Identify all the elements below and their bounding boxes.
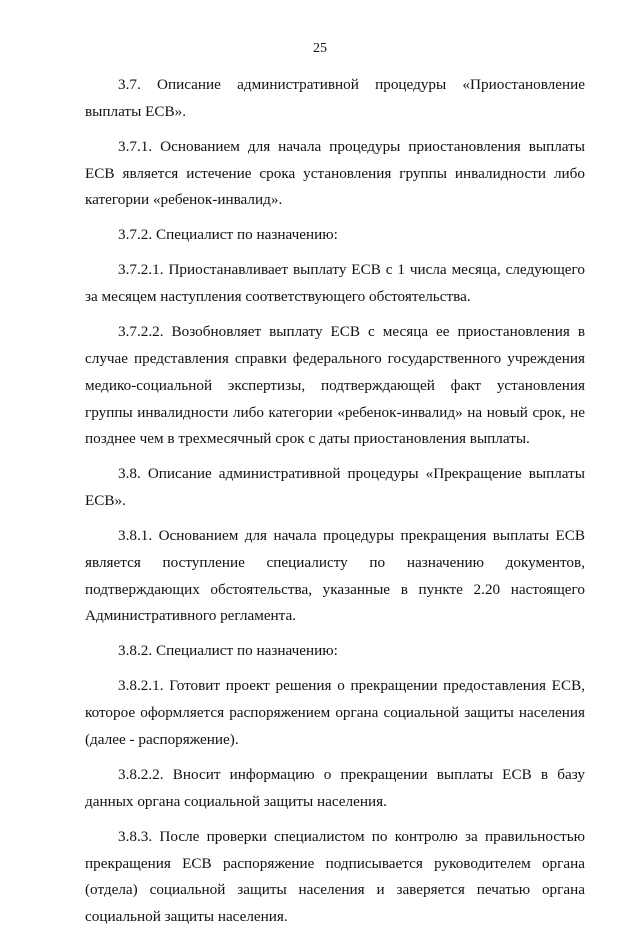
paragraph-3-8-2: 3.8.2. Специалист по назначению: xyxy=(118,642,338,660)
paragraph-3-8-2-1: 3.8.2.1. Готовит проект решения о прекращении предоставления ЕСВ, которое оформляется распоряжением органа социальной защиты населения (далее - распоряжение). xyxy=(85,677,585,749)
page-number: 25 xyxy=(313,41,327,56)
paragraph-3-8: 3.8. Описание административной процедуры «Прекращение выплаты ЕСВ». xyxy=(85,465,585,510)
paragraph-3-7-2-1: 3.7.2.1. Приостанавливает выплату ЕСВ с 1 числа месяца, следующего за месяцем наступления соответствующего обстоятельства. xyxy=(85,261,585,306)
paragraph-3-7-2-2: 3.7.2.2. Возобновляет выплату ЕСВ с месяца ее приостановления в случае представления справки федерального государственного учреждения медико-социальной экспертизы, подтверждающей факт установления группы инвалидности либо категории «ребенок-инвалид» на новый срок, не позднее чем в трехмесячный срок с даты приостановления выплаты. xyxy=(85,323,585,448)
paragraph-3-8-2-2: 3.8.2.2. Вносит информацию о прекращении выплаты ЕСВ в базу данных органа социальной защиты населения. xyxy=(85,766,585,810)
paragraph-3-8-3: 3.8.3. После проверки специалистом по контролю за правильностью прекращения ЕСВ распоряжение подписывается руководителем органа (отдела) социальной защиты населения и заверяется печатью органа социальной защиты населения. xyxy=(85,827,585,926)
paragraph-3-7-1: 3.7.1. Основанием для начала процедуры приостановления выплаты ЕСВ является истечение срока установления группы инвалидности либо категории «ребенок-инвалид». xyxy=(85,137,585,209)
paragraph-3-8-1: 3.8.1. Основанием для начала процедуры прекращения выплаты ЕСВ является поступление специалисту по назначению документов, подтверждающих обстоятельства, указанные в пункте 2.20 настоящего Административного регламента. xyxy=(85,527,585,625)
paragraph-3-7-2: 3.7.2. Специалист по назначению: xyxy=(118,226,338,244)
document-body xyxy=(85,72,585,931)
paragraph-3-7: 3.7. Описание административной процедуры «Приостановление выплаты ЕСВ». xyxy=(85,76,585,120)
